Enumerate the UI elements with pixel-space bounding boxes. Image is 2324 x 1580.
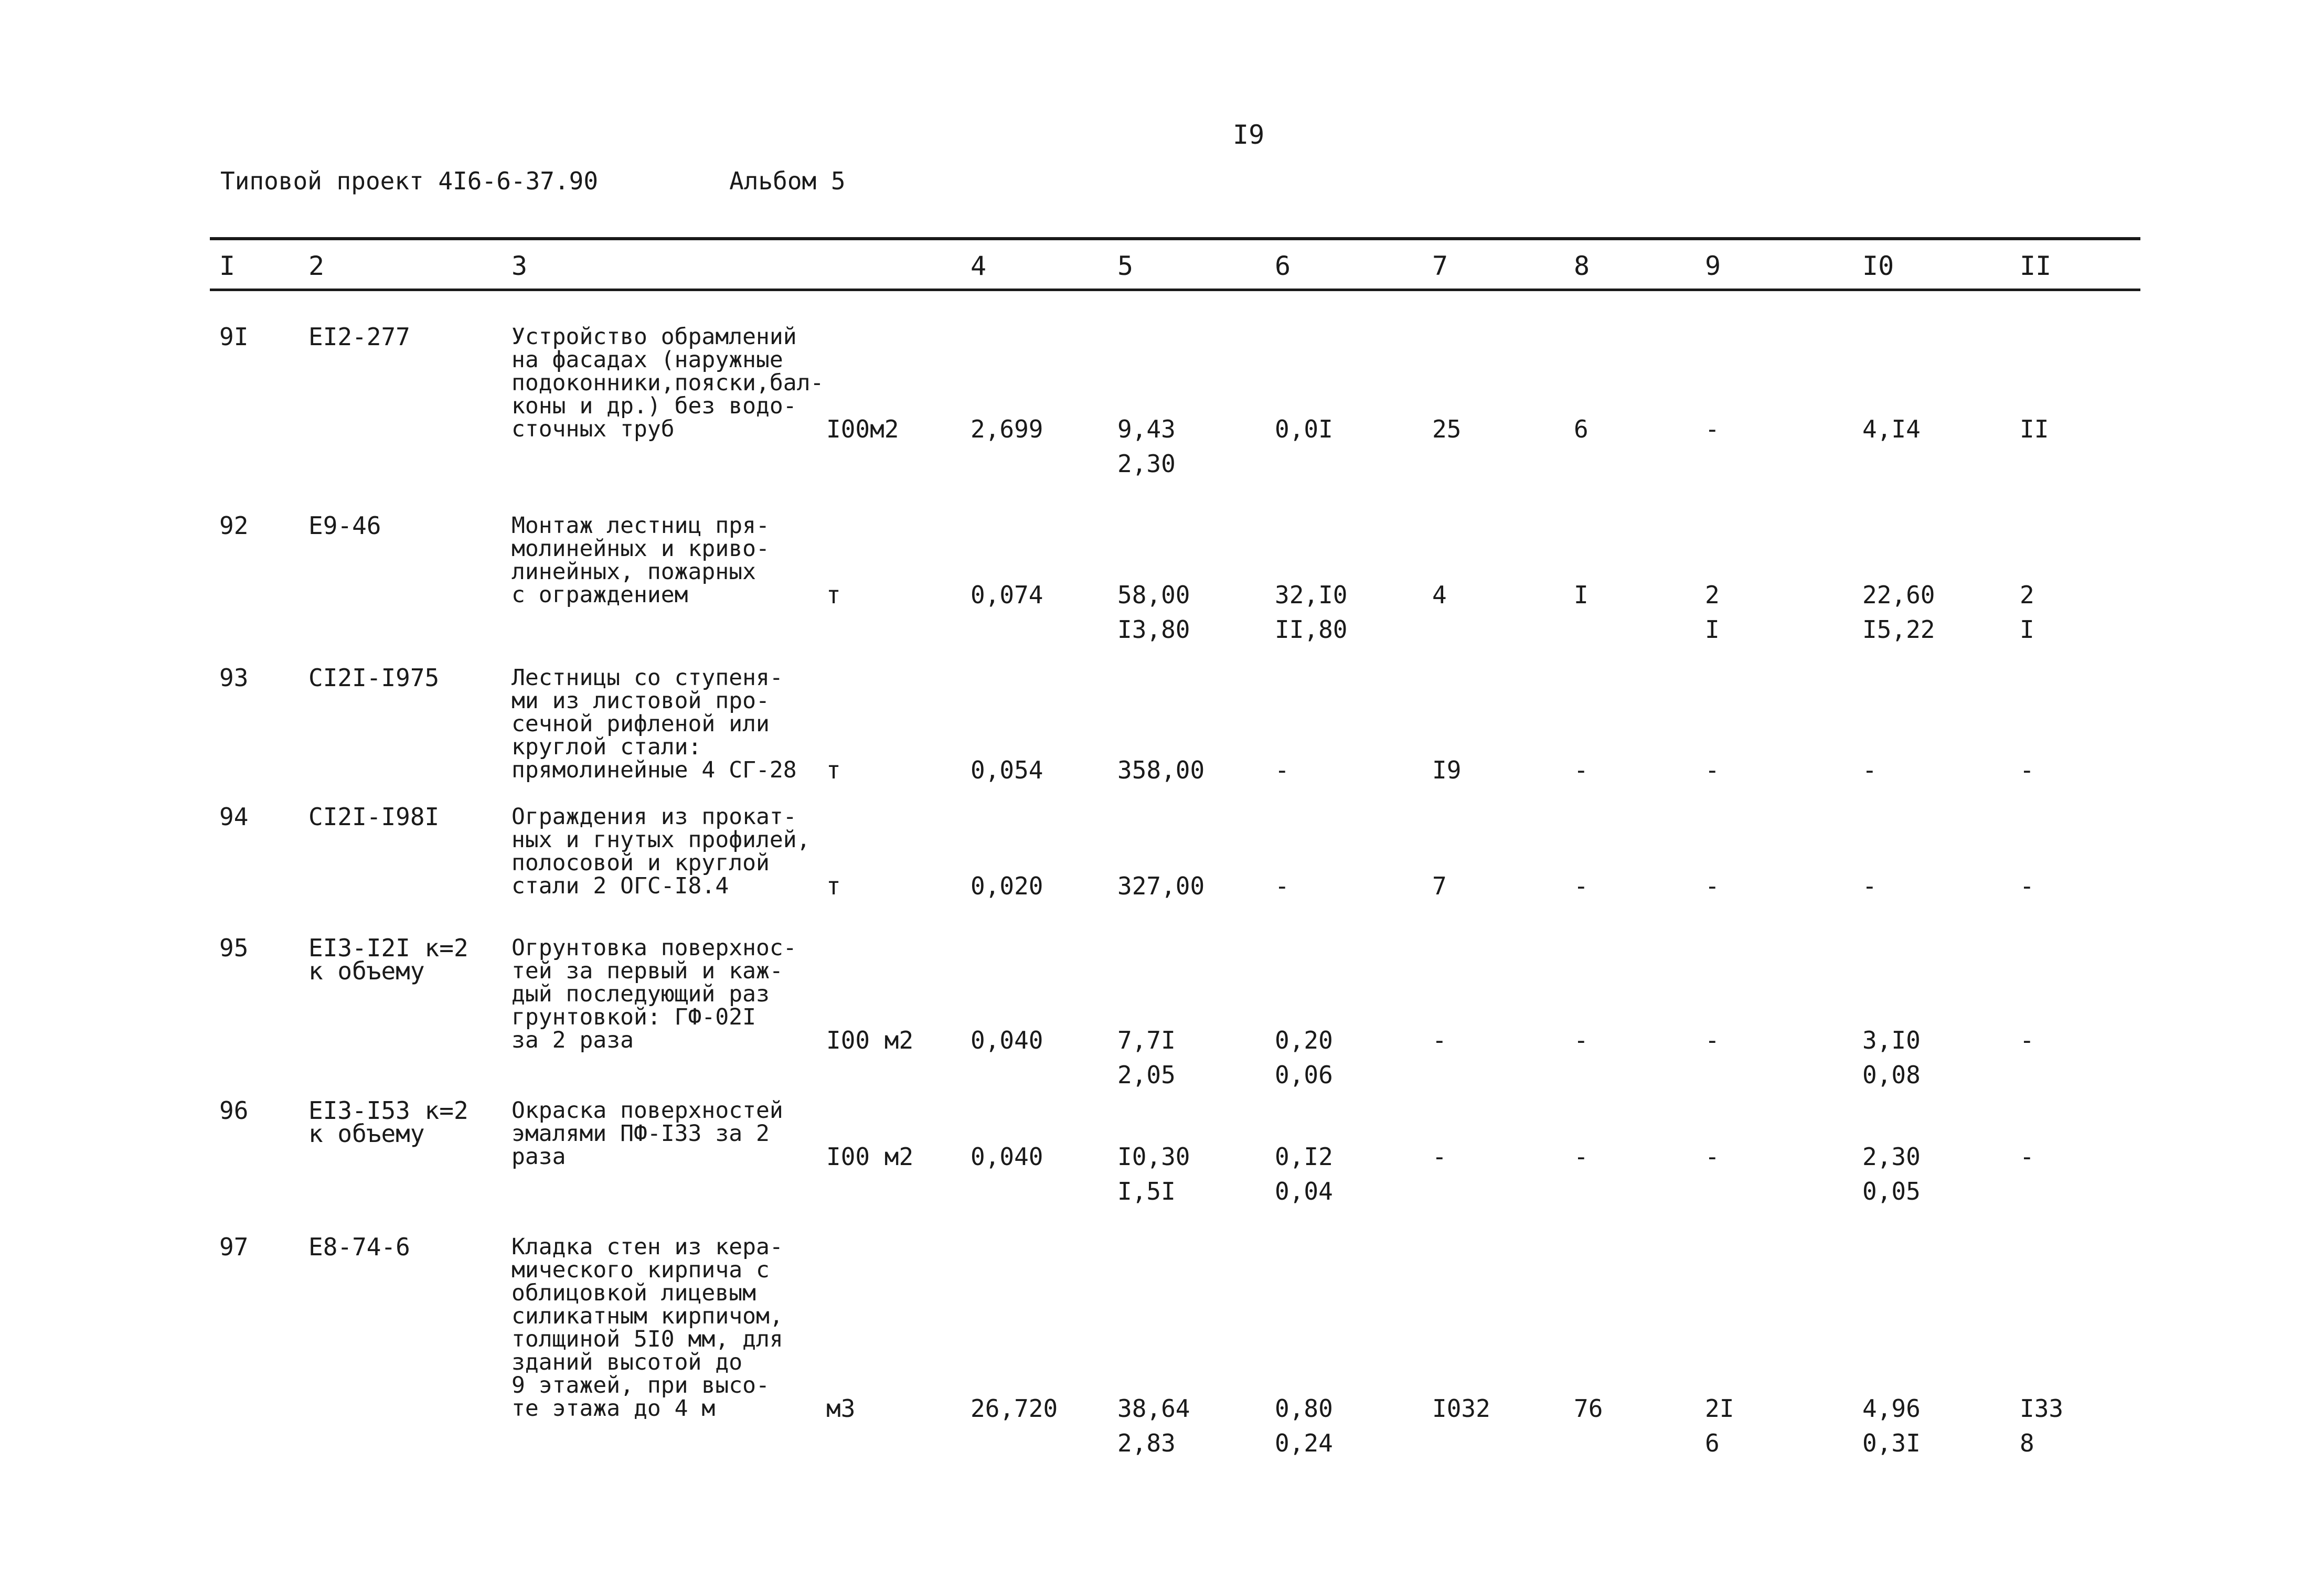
row-col-5: I3,80: [1117, 615, 1190, 644]
row-description: Лестницы со ступеня-: [511, 665, 783, 691]
row-description: полосовой и круглой: [511, 850, 770, 876]
row-description: мического кирпича с: [511, 1257, 770, 1283]
row-quantity: 0,040: [971, 1143, 1043, 1171]
row-description: 9 этажей, при высо-: [511, 1372, 770, 1398]
row-description: грунтовкой: ГФ-02I: [511, 1004, 756, 1030]
row-description: линейных, пожарных: [511, 559, 756, 585]
row-description: сточных труб: [511, 416, 675, 442]
row-number: 94: [219, 803, 249, 831]
row-col-5: 58,00: [1117, 581, 1190, 609]
column-header-2: 2: [308, 251, 325, 281]
row-col-8: 76: [1574, 1394, 1603, 1423]
row-col-10: I5,22: [1862, 615, 1935, 644]
row-code: к объему: [308, 957, 425, 985]
row-description: дый последующий раз: [511, 981, 770, 1007]
row-unit: I00 м2: [826, 1026, 914, 1054]
row-col-10: -: [1862, 872, 1877, 900]
row-col-7: 4: [1432, 581, 1447, 609]
row-code: CI2I-I98I: [308, 803, 440, 831]
row-description: круглой стали:: [511, 734, 702, 760]
row-description: эмалями ПФ-I33 за 2: [511, 1120, 770, 1147]
row-unit: I00 м2: [826, 1143, 914, 1171]
row-col-11: 8: [2020, 1429, 2034, 1457]
column-header-row: [0, 251, 2324, 282]
row-description: с ограждением: [511, 582, 688, 608]
row-description: за 2 раза: [511, 1027, 634, 1053]
row-col-8: I: [1574, 581, 1589, 609]
row-col-7: 25: [1432, 415, 1462, 443]
row-quantity: 2,699: [971, 415, 1043, 443]
row-col-9: I: [1705, 615, 1720, 644]
row-col-6: 0,04: [1275, 1177, 1333, 1205]
row-code: E8-74-6: [308, 1233, 410, 1261]
row-col-11: -: [2020, 756, 2034, 784]
row-code: к объему: [308, 1119, 425, 1148]
row-col-10: 0,08: [1862, 1061, 1921, 1089]
row-col-10: -: [1862, 756, 1877, 784]
row-description: молинейных и криво-: [511, 536, 770, 562]
row-number: 93: [219, 664, 249, 692]
row-number: 96: [219, 1096, 249, 1125]
row-description: коны и др.) без водо-: [511, 393, 797, 419]
row-col-7: I032: [1432, 1394, 1490, 1423]
row-col-7: I9: [1432, 756, 1462, 784]
column-header-7: 7: [1432, 251, 1448, 281]
row-col-6: 0,0I: [1275, 415, 1333, 443]
row-col-11: -: [2020, 1026, 2034, 1054]
row-quantity: 26,720: [971, 1394, 1058, 1423]
album-label: Альбом 5: [729, 167, 846, 195]
row-col-10: 0,3I: [1862, 1429, 1921, 1457]
row-col-5: 38,64: [1117, 1394, 1190, 1423]
row-description: тей за первый и каж-: [511, 958, 783, 984]
row-col-6: 0,20: [1275, 1026, 1333, 1054]
row-col-9: -: [1705, 872, 1720, 900]
row-description: ных и гнутых профилей,: [511, 827, 811, 853]
row-col-5: 358,00: [1117, 756, 1205, 784]
column-header-9: 9: [1705, 251, 1721, 281]
column-header-1: I: [219, 251, 236, 281]
row-number: 9I: [219, 323, 249, 351]
row-col-7: -: [1432, 1026, 1447, 1054]
row-col-9: -: [1705, 756, 1720, 784]
row-col-6: 32,I0: [1275, 581, 1348, 609]
row-description: Ограждения из прокат-: [511, 804, 797, 830]
row-code: E9-46: [308, 511, 381, 540]
row-description: силикатным кирпичом,: [511, 1303, 783, 1329]
row-unit: т: [826, 581, 841, 609]
row-code: EI3-I2I к=2: [308, 934, 468, 962]
row-col-6: 0,80: [1275, 1394, 1333, 1423]
row-col-10: 0,05: [1862, 1177, 1921, 1205]
row-number: 92: [219, 511, 249, 540]
row-col-9: 6: [1705, 1429, 1720, 1457]
row-description: раза: [511, 1144, 566, 1170]
row-code: CI2I-I975: [308, 664, 440, 692]
page-number: I9: [1233, 120, 1265, 150]
document-header: [220, 167, 846, 195]
row-number: 95: [219, 934, 249, 962]
row-col-6: -: [1275, 872, 1289, 900]
row-description: прямолинейные 4 СГ-28: [511, 757, 797, 783]
row-col-11: -: [2020, 872, 2034, 900]
row-col-11: I: [2020, 615, 2034, 644]
row-unit: т: [826, 872, 841, 900]
row-description: зданий высотой до: [511, 1349, 743, 1375]
column-header-11: II: [2020, 251, 2052, 281]
row-description: Окраска поверхностей: [511, 1097, 783, 1124]
row-description: облицовкой лицевым: [511, 1280, 756, 1306]
row-col-5: 7,7I: [1117, 1026, 1176, 1054]
row-col-9: -: [1705, 1026, 1720, 1054]
row-col-11: I33: [2020, 1394, 2064, 1423]
column-header-8: 8: [1574, 251, 1590, 281]
row-col-8: -: [1574, 1143, 1589, 1171]
table-top-rule: [210, 237, 2140, 240]
row-quantity: 0,040: [971, 1026, 1043, 1054]
row-col-7: 7: [1432, 872, 1447, 900]
row-code: EI3-I53 к=2: [308, 1096, 468, 1125]
project-title: Типовой проект 4I6-6-37.90: [220, 167, 599, 195]
row-code: EI2-277: [308, 323, 410, 351]
column-header-6: 6: [1275, 251, 1291, 281]
row-quantity: 0,054: [971, 756, 1043, 784]
row-description: сечной рифленой или: [511, 711, 770, 737]
row-col-6: 0,I2: [1275, 1143, 1333, 1171]
column-header-3: 3: [511, 251, 528, 281]
column-header-10: I0: [1862, 251, 1894, 281]
row-description: Устройство обрамлений: [511, 324, 797, 350]
row-col-6: -: [1275, 756, 1289, 784]
row-unit: т: [826, 756, 841, 784]
column-header-4: 4: [971, 251, 987, 281]
table-header-rule: [210, 289, 2140, 291]
row-col-5: I0,30: [1117, 1143, 1190, 1171]
row-col-6: 0,06: [1275, 1061, 1333, 1089]
row-col-9: 2: [1705, 581, 1720, 609]
row-description: подоконники,пояски,бал-: [511, 370, 824, 396]
row-unit: м3: [826, 1394, 856, 1423]
row-description: Монтаж лестниц пря-: [511, 513, 770, 539]
row-col-5: 327,00: [1117, 872, 1205, 900]
row-col-5: 2,30: [1117, 450, 1176, 478]
row-description: ми из листовой про-: [511, 688, 770, 714]
row-col-9: -: [1705, 415, 1720, 443]
row-col-11: -: [2020, 1143, 2034, 1171]
row-number: 97: [219, 1233, 249, 1261]
row-quantity: 0,074: [971, 581, 1043, 609]
row-col-5: 2,05: [1117, 1061, 1176, 1089]
row-col-7: -: [1432, 1143, 1447, 1171]
row-description: Огрунтовка поверхнос-: [511, 935, 797, 961]
row-col-6: 0,24: [1275, 1429, 1333, 1457]
row-col-9: 2I: [1705, 1394, 1734, 1423]
row-description: на фасадах (наружные: [511, 347, 783, 373]
row-description: Кладка стен из кера-: [511, 1234, 783, 1260]
row-col-8: -: [1574, 756, 1589, 784]
row-col-5: I,5I: [1117, 1177, 1176, 1205]
row-col-11: II: [2020, 415, 2049, 443]
row-col-6: II,80: [1275, 615, 1348, 644]
row-col-8: -: [1574, 1026, 1589, 1054]
row-col-8: -: [1574, 872, 1589, 900]
row-col-10: 4,I4: [1862, 415, 1921, 443]
row-col-11: 2: [2020, 581, 2034, 609]
column-header-5: 5: [1117, 251, 1134, 281]
row-unit: I00м2: [826, 415, 899, 443]
row-col-10: 2,30: [1862, 1143, 1921, 1171]
row-col-10: 4,96: [1862, 1394, 1921, 1423]
row-col-8: 6: [1574, 415, 1589, 443]
row-col-5: 9,43: [1117, 415, 1176, 443]
row-description: стали 2 ОГС-I8.4: [511, 873, 729, 899]
row-description: те этажа до 4 м: [511, 1395, 716, 1422]
row-col-9: -: [1705, 1143, 1720, 1171]
row-description: толщиной 5I0 мм, для: [511, 1326, 783, 1352]
row-col-10: 22,60: [1862, 581, 1935, 609]
row-quantity: 0,020: [971, 872, 1043, 900]
row-col-5: 2,83: [1117, 1429, 1176, 1457]
row-col-10: 3,I0: [1862, 1026, 1921, 1054]
